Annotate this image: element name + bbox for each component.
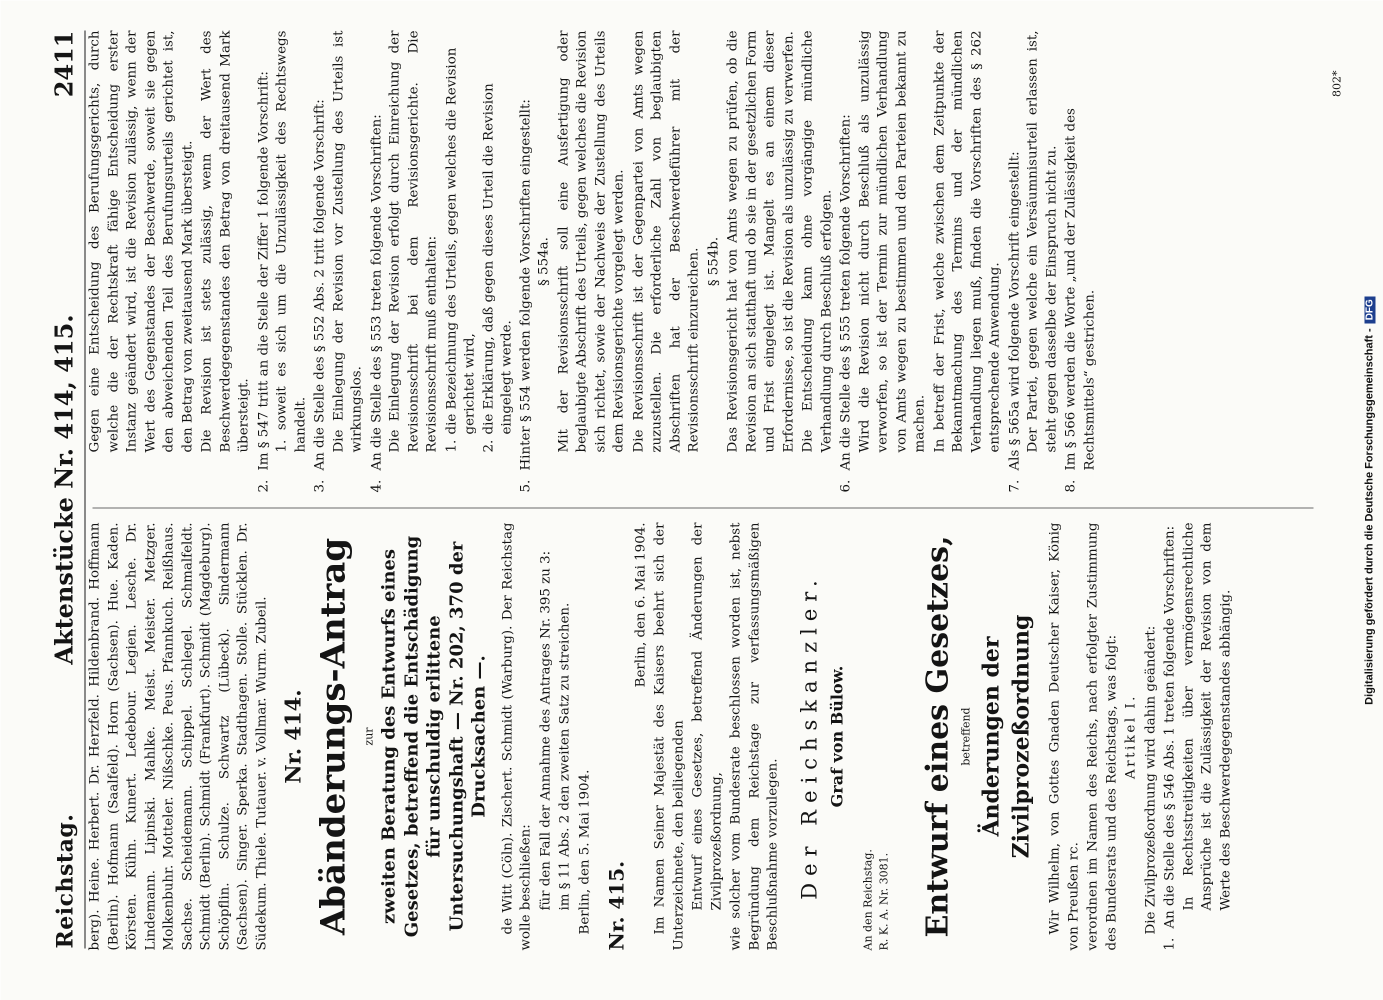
item-quote: Gegen eine Entscheidung des Berufungsgerichts, durch welche die der Rechtskraft fähige Entscheidung erster Instanz geändert wird, ist die Revision zulässig, wenn der Wert des Gegenstandes der Beschwerde, soweit sie gegen den abweichenden Teil des Berufungsurteils gerichtet ist, den Betrag von zweitausend Mark übersteigt. [87,30,195,452]
letter-body: wie solcher vom Bundesrate beschlossen worden ist, nebst Begründung dem Reichstage zur verfassungsmäßigen Beschlußnahme vorzulegen. [728,522,781,950]
antrag-date: Berlin, den 5. Mai 1904. [576,769,592,934]
sub-item-number: 2. [480,439,496,452]
item-number: 7. [1006,479,1022,492]
dfg-logo: DFG [1364,296,1375,323]
letter-intro: Im Namen Seiner Majestät des Kaisers beehrt sich der Unterzeichnete, den beiliegenden [652,522,686,950]
sub-item-number: 1. [443,439,459,452]
item-number: 4. [368,479,384,492]
paragraph-text: Die Revisionsschrift ist der Gegenpartei von Amts wegen zuzustellen. Die erforderliche Zahl von beglaubigten Abschriften hat der Beschwerdeführer mit der Revisionsschrift einzureichen. [630,30,701,452]
verordnen-text: verordnen im Namen des Reichs, nach erfolgter Zustimmung des Bundesrats und des Reichstags, was folgt: [1085,522,1119,950]
item-quote: Wird die Revision nicht durch Beschluß als unzulässig verworfen, so ist der Termin zur mündlichen Verhandlung von Amts wegen zu bestimmen und den Parteien bekannt zu machen. [856,30,927,452]
item-quote: Die Einlegung der Revision erfolgt durch Einreichung der Revisionsschrift bei dem Revisionsgerichte. Die Revisionsschrift muß enthalten: [387,30,439,452]
reichskanzler-name: Graf von Bülow. [826,665,846,807]
item-number: 1. [1162,937,1178,950]
list-item [311,30,330,492]
item-number: 2. [255,479,271,492]
item-text: Als § 565a wird folgende Vorschrift eingestellt: [1006,150,1022,470]
item-text: Im § 566 werden die Worte „und der Zulässigkeit des Rechtsmittels“ gestrichen. [1063,107,1097,470]
zpo-change-intro: Die Zivilprozeßordnung wird dahin geändert: [1142,625,1158,934]
betreffend-label: betreffend [959,706,973,766]
item-text: An die Stelle des § 555 treten folgende Vorschriften: [838,113,853,470]
item-quote: Die Revision ist stets zulässig, wenn der Wert des Beschwerdegegenstandes den Betrag von dreitausend Mark übersteigt. [199,30,251,452]
zur-label: zur [361,726,375,746]
reference-number: R. K. A. Nr. 3081. [876,852,890,950]
column-divider [92,507,1313,508]
item-quote: Der Partei, gegen welche ein Versäumnisurteil erlassen ist, steht gegen dasselbe der Einspruch nicht zu. [1025,30,1059,452]
antrag-title: Abänderungs-Antrag [312,537,353,935]
wir-wilhelm: Wir Wilhelm, von Gottes Gnaden Deutscher Kaiser, König von Preußen rc. [1047,522,1081,950]
antrag-subject: zweiten Beratung des Entwurfs eines Gesetzes, betreffend die Entschädigung für unschuldig erlittene Untersuchungshaft — Nr. 202, 370 der Drucksachen —. [378,535,490,937]
entwurf-description: Entwurf eines Gesetzes, betreffend Änderungen der Zivilprozeßordnung, [690,522,724,910]
sub-item-text: die Erklärung, daß gegen dieses Urteil die Revision eingelegt werde. [480,82,514,434]
left-column [86,522,1317,950]
antrag-signers: de Witt (Cöln). Zischert. Schmidt (Warburg). Der Reichstag wolle beschließen: [499,522,534,950]
item-quote: In betreff der Frist, welche zwischen dem Zeitpunkte der Bekanntmachung des Termins und der mündlichen Verhandlung liegen muß, finden die Vorschriften des § 262 entsprechende Anwendung. [931,30,1002,452]
item-number: 8. [1063,479,1078,492]
entwurf-title: Entwurf eines Gesetzes, [920,534,956,938]
zpo-title: Änderungen der Zivilprozeßordnung [977,614,1034,858]
list-item [1161,522,1180,950]
page-header [40,30,85,948]
list-item [1062,30,1099,492]
letter-date: Berlin, den 6. Mai 1904. [632,522,648,687]
nr-415-heading: Nr. 415. [604,860,629,950]
paragraph-text: Die Entscheidung kann ohne vorgängige mündliche Verhandlung durch Beschluß erfolgen. [800,30,834,452]
page-signature: 802* [1330,70,1343,97]
reichskanzler-signature-title: Der Reichskanzler. [796,572,821,900]
nr-414-heading: Nr. 414. [280,688,305,784]
credit-text: Digitalisierung gefördert durch die Deutsche Forschungsgemeinschaft - [1363,327,1375,705]
item-text: Hinter § 554 werden folgende Vorschriften eingestellt: [517,98,533,470]
sub-item-text: die Bezeichnung des Urteils, gegen welches die Revision gerichtet wird, [443,47,477,434]
item-quote: 1. soweit es sich um die Unzulässigkeit des Rechtswegs handelt. [274,30,308,452]
item-text: An die Stelle des § 553 treten folgende Vorschriften: [368,113,384,470]
paragraph-text: Mit der Revisionsschrift soll eine Ausfertigung oder beglaubigte Abschrift des Urteils, gegen welches die Revision sich richtet, sowie der Nachweis der Zustellung des Urteils dem Revisionsgerichte vorgelegt werden. [555,30,626,452]
antrag-condition: für den Fall der Annahme des Antrages Nr. 395 zu 3: [537,550,553,910]
item-quote: Die Einlegung der Revision vor Zustellung des Urteils ist wirkungslos. [330,30,364,452]
digitization-credit [1363,0,1375,1000]
item-quote: In Rechtsstreitigkeiten über vermögensrechtliche Ansprüche ist die Zulässigkeit der Revision von dem Werte des Beschwerdegegenstandes abhängig. [1180,522,1233,910]
paragraph-text: Das Revisionsgericht hat von Amts wegen zu prüfen, ob die Revision an sich statthaft und ob sie in der gesetzlichen Form und Frist eingelegt ist. Mangelt es an einem dieser Erfordernisse, so ist die Revision als unzulässig zu verwerfen. [725,30,796,452]
page-number: 2411 [49,30,78,97]
right-column [86,30,1317,492]
addressee: An den Reichstag. [860,848,874,950]
item-number: 3. [312,479,327,492]
list-item [837,30,856,492]
item-number: 5. [517,479,533,492]
item-text: Im § 547 tritt an die Stelle der Ziffer 1 folgende Vorschrift: [255,70,271,470]
list-item [1006,30,1025,492]
sub-list-item [480,30,517,452]
list-item [368,30,387,492]
sub-list-item [443,30,480,452]
header-left: Reichstag. [52,813,78,948]
list-item [517,30,536,492]
member-names: berg). Heine. Herbert. Dr. Herzfeld. Hildenbrand. Hoffmann (Berlin). Hofmann (Saalfeld). Horn (Sachsen). Hue. Kaden. Körsten. Kühn. Kunert. Ledebour. Legien. Lesche. Dr. Lindemann. Lipinski. Mahlke. Meist. Meister. Metzger. Molkenbuhr. Motteler. Nißschke. Peus. Pfannkuch. Reißhaus. Sachse. Scheidemann. Schippel. Schlegel. Schmalfeldt. Schmidt (Berlin). Schmidt (Frankfurt). Schmidt (Magdeburg). Schöpflin. Schulze. Schwartz (Lübeck). Sindermann (Sachsen). Singer. Sperka. Stadthagen. Stolle. Stücklen. Dr. Südekum. Thiele. Tutauer. v. Vollmar. Wurm. Zubeil. [87,522,269,950]
item-text: An die Stelle des § 552 Abs. 2 tritt folgende Vorschrift: [312,98,327,470]
header-title: Aktenstücke Nr. 414, 415. [49,313,78,665]
list-item [255,30,274,492]
paragraph-heading-554a: § 554a. [536,236,551,286]
item-number: 6. [838,479,853,492]
item-text: An die Stelle des § 546 Abs. 1 treten folgende Vorschriften: [1162,525,1178,928]
artikel-heading: Artikel I. [1123,693,1139,779]
paragraph-heading-554b: § 554b. [705,236,721,286]
antrag-instruction: im § 11 Abs. 2 den zweiten Satz zu streichen. [557,602,573,910]
